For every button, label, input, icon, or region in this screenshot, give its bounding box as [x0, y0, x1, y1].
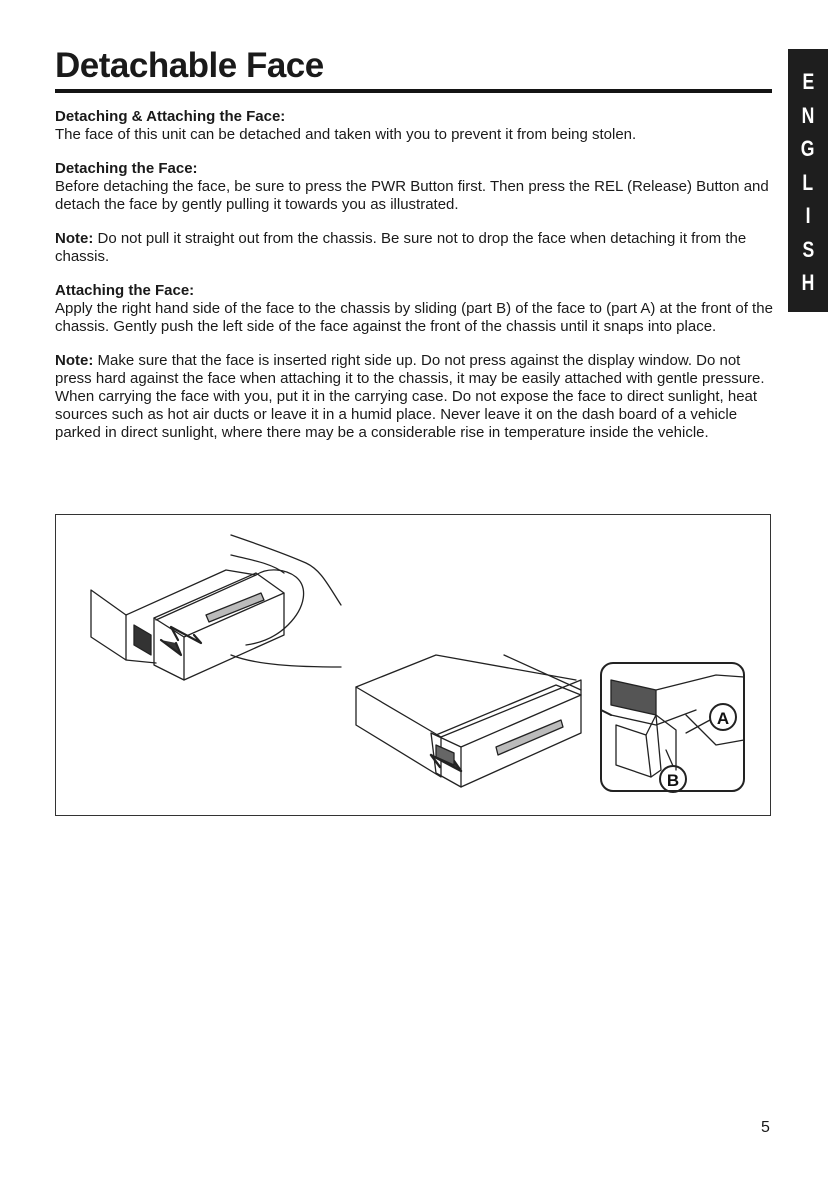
section-text: The face of this unit can be detached and taken with you to prevent it from being stolen.	[55, 126, 637, 143]
detach-attach-illustration	[56, 515, 770, 815]
language-tab-letter: E	[802, 69, 814, 94]
illustration-frame	[55, 514, 771, 816]
note-paragraph	[55, 352, 775, 442]
note-paragraph	[55, 230, 775, 266]
note-detaching	[55, 230, 775, 266]
section-detach-attach	[55, 108, 775, 144]
language-tab-letter: G	[801, 136, 815, 161]
section-heading: Attaching the Face:	[55, 282, 195, 299]
section-text: Before detaching the face, be sure to press the PWR Button first. Then press the REL (Release) Button and detach the face by gently pulling it towards you as illustrated.	[55, 178, 769, 213]
title-rule	[55, 89, 772, 93]
section-attaching	[55, 282, 775, 336]
language-tab-letter: N	[801, 102, 815, 128]
language-tab-letter: H	[801, 270, 815, 295]
note-text: Do not pull it straight out from the chassis. Be sure not to drop the face when detaching it from the chassis.	[55, 230, 747, 265]
section-heading: Detaching & Attaching the Face:	[55, 108, 286, 125]
page-number: 5	[761, 1119, 770, 1136]
language-tab-letter: L	[802, 169, 814, 195]
instructions-body	[55, 108, 775, 458]
note-label: Note:	[55, 230, 94, 247]
language-tab	[788, 49, 828, 312]
language-tab-letter: I	[805, 203, 811, 228]
page-title: Detachable Face	[55, 46, 324, 85]
note-attaching	[55, 352, 775, 442]
callout-a-label: A	[716, 709, 730, 728]
attaching-illustration	[356, 655, 744, 792]
callout-b-label: B	[666, 771, 680, 790]
section-heading: Detaching the Face:	[55, 160, 198, 177]
note-label: Note:	[55, 352, 94, 369]
detaching-illustration	[91, 535, 341, 680]
section-detaching	[55, 160, 775, 214]
section-text: Apply the right hand side of the face to the chassis by sliding (part B) of the face to (part A) at the front of the chassis. Gently push the left side of the face against the front of the chassis until it snaps into place.	[55, 300, 773, 335]
note-text: Make sure that the face is inserted right side up. Do not press against the display window. Do not press hard against the face when attaching it to the chassis, it may be easily attached with gentle pressure. When carrying the face with you, put it in the carrying case. Do not expose the face to direct sunlight, heat sources such as hot air ducts or leave it in a humid place. Never leave it on the dash board of a vehicle parked in direct sunlight, where there may be a considerable rise in temperature inside the vehicle.	[55, 352, 765, 441]
language-tab-letter: S	[802, 236, 814, 262]
